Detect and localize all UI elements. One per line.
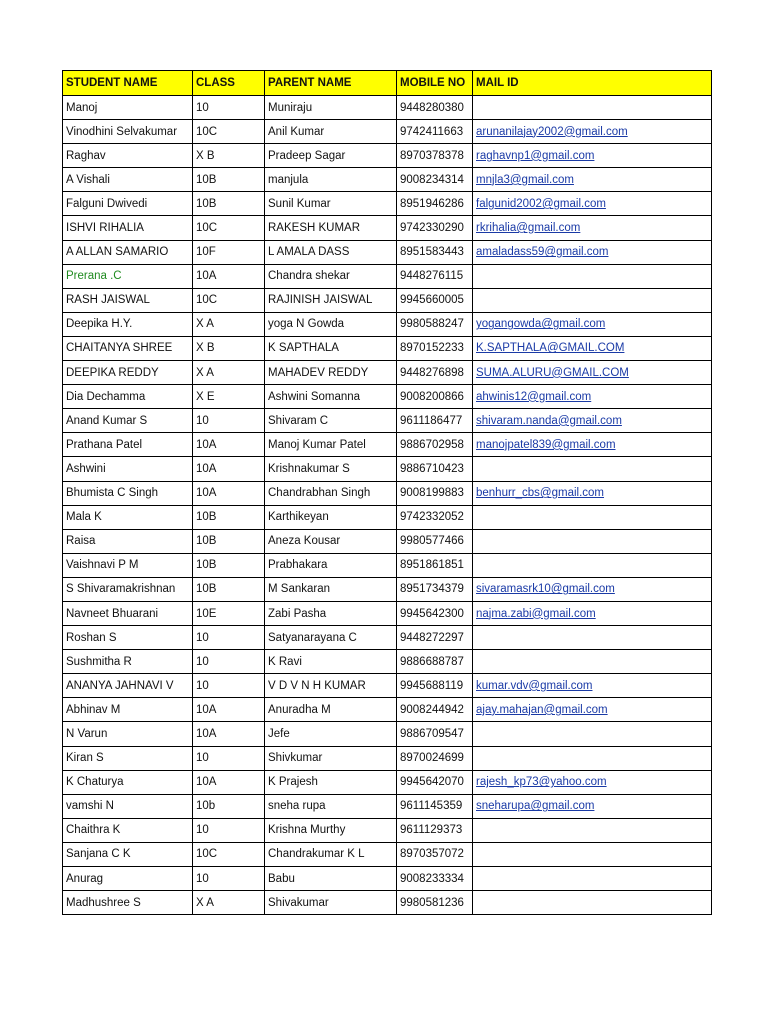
table-row [63, 505, 712, 529]
parent-name-cell: Shivkumar [265, 746, 397, 770]
class-cell: 10b [193, 794, 265, 818]
table-row [63, 264, 712, 288]
table-row [63, 168, 712, 192]
student-name-cell: Bhumista C Singh [63, 481, 193, 505]
class-cell: 10B [193, 553, 265, 577]
student-name-cell: Kiran S [63, 746, 193, 770]
mobile-no-cell: 9611186477 [397, 409, 473, 433]
student-name-cell: Raisa [63, 529, 193, 553]
table-row [63, 842, 712, 866]
class-cell: 10B [193, 577, 265, 601]
mail-id-cell [473, 867, 712, 891]
table-row [63, 312, 712, 336]
class-cell: X B [193, 144, 265, 168]
header-student-name: STUDENT NAME [63, 71, 193, 96]
table-row [63, 794, 712, 818]
class-cell: 10 [193, 818, 265, 842]
class-cell: 10B [193, 505, 265, 529]
table-row [63, 698, 712, 722]
student-name-cell: K Chaturya [63, 770, 193, 794]
table-body [63, 71, 712, 915]
mail-id-cell [473, 674, 712, 698]
mail-id-cell [473, 891, 712, 915]
mobile-no-cell: 9448276115 [397, 264, 473, 288]
class-cell: 10A [193, 457, 265, 481]
table-row [63, 770, 712, 794]
mobile-no-cell: 9945688119 [397, 674, 473, 698]
mail-id-cell [473, 722, 712, 746]
mobile-no-cell: 9886688787 [397, 650, 473, 674]
mobile-no-cell: 9886702958 [397, 433, 473, 457]
class-cell: 10 [193, 650, 265, 674]
class-cell: 10C [193, 842, 265, 866]
parent-name-cell: MAHADEV REDDY [265, 361, 397, 385]
mail-id-cell [473, 120, 712, 144]
mobile-no-cell: 8951583443 [397, 240, 473, 264]
table-row [63, 216, 712, 240]
parent-name-cell: Sunil Kumar [265, 192, 397, 216]
class-cell: 10B [193, 192, 265, 216]
student-name-cell: Prerana .C [63, 264, 193, 288]
parent-name-cell: RAJINISH JAISWAL [265, 288, 397, 312]
student-name-cell: CHAITANYA SHREE [63, 336, 193, 360]
mail-id-cell [473, 288, 712, 312]
student-name-cell: Roshan S [63, 626, 193, 650]
class-cell: 10A [193, 722, 265, 746]
parent-name-cell: Shivaram C [265, 409, 397, 433]
parent-name-cell: Chandrabhan Singh [265, 481, 397, 505]
mobile-no-cell: 8970357072 [397, 842, 473, 866]
mobile-no-cell: 8951861851 [397, 553, 473, 577]
table-row [63, 192, 712, 216]
student-name-cell: A Vishali [63, 168, 193, 192]
email-link[interactable]: arunanilajay2002@gmail.com [476, 125, 628, 138]
table-row [63, 553, 712, 577]
parent-name-cell: sneha rupa [265, 794, 397, 818]
mail-id-cell [473, 794, 712, 818]
class-cell: 10A [193, 698, 265, 722]
class-cell: 10A [193, 770, 265, 794]
parent-name-cell: Zabi Pasha [265, 601, 397, 625]
table-row [63, 240, 712, 264]
mail-id-cell [473, 240, 712, 264]
mail-id-cell [473, 216, 712, 240]
student-name-cell: vamshi N [63, 794, 193, 818]
email-link[interactable]: SUMA.ALURU@GMAIL.COM [476, 366, 629, 379]
student-contact-table [62, 70, 712, 915]
class-cell: 10 [193, 867, 265, 891]
email-link[interactable]: rajesh_kp73@yahoo.com [476, 776, 607, 789]
parent-name-cell: Anuradha M [265, 698, 397, 722]
class-cell: 10 [193, 96, 265, 120]
student-name-cell: Navneet Bhuarani [63, 601, 193, 625]
parent-name-cell: Chandra shekar [265, 264, 397, 288]
header-class: CLASS [193, 71, 265, 96]
table-row [63, 457, 712, 481]
class-cell: X A [193, 891, 265, 915]
parent-name-cell: L AMALA DASS [265, 240, 397, 264]
mobile-no-cell: 9742411663 [397, 120, 473, 144]
mail-id-cell [473, 361, 712, 385]
parent-name-cell: Muniraju [265, 96, 397, 120]
student-name-cell: Sanjana C K [63, 842, 193, 866]
mail-id-cell [473, 505, 712, 529]
class-cell: X E [193, 385, 265, 409]
table-row [63, 674, 712, 698]
mail-id-cell [473, 336, 712, 360]
parent-name-cell: Babu [265, 867, 397, 891]
header-parent-name: PARENT NAME [265, 71, 397, 96]
header-mail-id: MAIL ID [473, 71, 712, 96]
mobile-no-cell: 9980577466 [397, 529, 473, 553]
student-name-cell: Raghav [63, 144, 193, 168]
mobile-no-cell: 9008233334 [397, 867, 473, 891]
parent-name-cell: Aneza Kousar [265, 529, 397, 553]
table-row [63, 336, 712, 360]
email-link[interactable]: amaladass59@gmail.com [476, 246, 609, 259]
table-row [63, 385, 712, 409]
mobile-no-cell: 8951734379 [397, 577, 473, 601]
mail-id-cell [473, 770, 712, 794]
mobile-no-cell: 9886709547 [397, 722, 473, 746]
mail-id-cell [473, 409, 712, 433]
parent-name-cell: Jefe [265, 722, 397, 746]
student-name-cell: ANANYA JAHNAVI V [63, 674, 193, 698]
class-cell: 10 [193, 746, 265, 770]
student-name-cell: Abhinav M [63, 698, 193, 722]
class-cell: 10 [193, 626, 265, 650]
student-name-cell: Sushmitha R [63, 650, 193, 674]
student-name-cell: Manoj [63, 96, 193, 120]
header-row [63, 71, 712, 96]
parent-name-cell: Satyanarayana C [265, 626, 397, 650]
mail-id-cell [473, 312, 712, 336]
parent-name-cell: K SAPTHALA [265, 336, 397, 360]
mail-id-cell [473, 698, 712, 722]
class-cell: 10B [193, 168, 265, 192]
parent-name-cell: K Ravi [265, 650, 397, 674]
class-cell: X A [193, 361, 265, 385]
mail-id-cell [473, 626, 712, 650]
table-row [63, 361, 712, 385]
mobile-no-cell: 9448280380 [397, 96, 473, 120]
mail-id-cell [473, 577, 712, 601]
student-name-cell: RASH JAISWAL [63, 288, 193, 312]
mail-id-cell [473, 529, 712, 553]
class-cell: 10 [193, 409, 265, 433]
table-row [63, 144, 712, 168]
mobile-no-cell: 8970152233 [397, 336, 473, 360]
table-row [63, 481, 712, 505]
student-name-cell: Dia Dechamma [63, 385, 193, 409]
mail-id-cell [473, 433, 712, 457]
student-name-cell: Deepika H.Y. [63, 312, 193, 336]
parent-name-cell: Pradeep Sagar [265, 144, 397, 168]
table-row [63, 891, 712, 915]
table-row [63, 120, 712, 144]
mail-id-cell [473, 746, 712, 770]
mobile-no-cell: 9742330290 [397, 216, 473, 240]
table-row [63, 650, 712, 674]
table-row [63, 409, 712, 433]
parent-name-cell: manjula [265, 168, 397, 192]
mobile-no-cell: 9886710423 [397, 457, 473, 481]
parent-name-cell: Manoj Kumar Patel [265, 433, 397, 457]
table-row [63, 577, 712, 601]
table-row [63, 601, 712, 625]
student-name-cell: Vaishnavi P M [63, 553, 193, 577]
mobile-no-cell: 9945660005 [397, 288, 473, 312]
student-name-cell: Madhushree S [63, 891, 193, 915]
mobile-no-cell: 9448276898 [397, 361, 473, 385]
parent-name-cell: Prabhakara [265, 553, 397, 577]
email-link[interactable]: mnjla3@gmail.com [476, 173, 574, 186]
mail-id-cell [473, 842, 712, 866]
table-row [63, 818, 712, 842]
mail-id-cell [473, 481, 712, 505]
class-cell: 10A [193, 264, 265, 288]
mail-id-cell [473, 553, 712, 577]
mail-id-cell [473, 192, 712, 216]
mobile-no-cell: 8951946286 [397, 192, 473, 216]
mail-id-cell [473, 385, 712, 409]
mail-id-cell [473, 457, 712, 481]
table-row [63, 746, 712, 770]
mobile-no-cell: 9611145359 [397, 794, 473, 818]
mobile-no-cell: 9448272297 [397, 626, 473, 650]
email-link[interactable]: kumar.vdv@gmail.com [476, 679, 593, 692]
mail-id-cell [473, 650, 712, 674]
table-row [63, 722, 712, 746]
class-cell: 10F [193, 240, 265, 264]
parent-name-cell: Shivakumar [265, 891, 397, 915]
mail-id-cell [473, 144, 712, 168]
table-row [63, 433, 712, 457]
mobile-no-cell: 9008244942 [397, 698, 473, 722]
student-name-cell: S Shivaramakrishnan [63, 577, 193, 601]
class-cell: 10C [193, 216, 265, 240]
parent-name-cell: Krishnakumar S [265, 457, 397, 481]
student-name-cell: Mala K [63, 505, 193, 529]
student-name-cell: Anand Kumar S [63, 409, 193, 433]
email-link[interactable]: shivaram.nanda@gmail.com [476, 414, 622, 427]
table-row [63, 96, 712, 120]
mobile-no-cell: 9980588247 [397, 312, 473, 336]
parent-name-cell: V D V N H KUMAR [265, 674, 397, 698]
email-link[interactable]: benhurr_cbs@gmail.com [476, 487, 605, 500]
email-link[interactable]: sneharupa@gmail.com [476, 800, 595, 813]
parent-name-cell: yoga N Gowda [265, 312, 397, 336]
mobile-no-cell: 9008199883 [397, 481, 473, 505]
mobile-no-cell: 9980581236 [397, 891, 473, 915]
student-name-cell: Anurag [63, 867, 193, 891]
class-cell: 10C [193, 288, 265, 312]
mail-id-cell [473, 601, 712, 625]
table-row [63, 626, 712, 650]
parent-name-cell: Anil Kumar [265, 120, 397, 144]
table-row [63, 529, 712, 553]
mobile-no-cell: 9008234314 [397, 168, 473, 192]
student-name-cell: Ashwini [63, 457, 193, 481]
mobile-no-cell: 9008200866 [397, 385, 473, 409]
email-link[interactable]: manojpatel839@gmail.com [476, 438, 616, 451]
parent-name-cell: Krishna Murthy [265, 818, 397, 842]
student-name-cell: Chaithra K [63, 818, 193, 842]
mobile-no-cell: 8970378378 [397, 144, 473, 168]
class-cell: 10C [193, 120, 265, 144]
class-cell: X A [193, 312, 265, 336]
class-cell: 10B [193, 529, 265, 553]
parent-name-cell: K Prajesh [265, 770, 397, 794]
student-name-cell: Prathana Patel [63, 433, 193, 457]
table-row [63, 867, 712, 891]
parent-name-cell: Ashwini Somanna [265, 385, 397, 409]
parent-name-cell: Chandrakumar K L [265, 842, 397, 866]
mobile-no-cell: 9945642070 [397, 770, 473, 794]
student-name-cell: N Varun [63, 722, 193, 746]
mail-id-cell [473, 818, 712, 842]
mail-id-cell [473, 96, 712, 120]
header-mobile-no: MOBILE NO [397, 71, 473, 96]
parent-name-cell: M Sankaran [265, 577, 397, 601]
email-link[interactable]: yogangowda@gmail.com [476, 318, 606, 331]
parent-name-cell: RAKESH KUMAR [265, 216, 397, 240]
mail-id-cell [473, 168, 712, 192]
parent-name-cell: Karthikeyan [265, 505, 397, 529]
email-link[interactable]: sivaramasrk10@gmail.com [476, 583, 615, 596]
mobile-no-cell: 9611129373 [397, 818, 473, 842]
student-name-cell: Vinodhini Selvakumar [63, 120, 193, 144]
class-cell: X B [193, 336, 265, 360]
email-link[interactable]: K.SAPTHALA@GMAIL.COM [476, 342, 625, 355]
email-link[interactable]: ahwinis12@gmail.com [476, 390, 592, 403]
email-link[interactable]: najma.zabi@gmail.com [476, 607, 596, 620]
mobile-no-cell: 9945642300 [397, 601, 473, 625]
table-row [63, 288, 712, 312]
class-cell: 10E [193, 601, 265, 625]
student-name-cell: A ALLAN SAMARIO [63, 240, 193, 264]
student-name-cell: DEEPIKA REDDY [63, 361, 193, 385]
email-link[interactable]: falgunid2002@gmail.com [476, 197, 606, 210]
email-link[interactable]: ajay.mahajan@gmail.com [476, 703, 608, 716]
student-name-cell: ISHVI RIHALIA [63, 216, 193, 240]
class-cell: 10 [193, 674, 265, 698]
class-cell: 10A [193, 433, 265, 457]
student-name-cell: Falguni Dwivedi [63, 192, 193, 216]
mobile-no-cell: 8970024699 [397, 746, 473, 770]
class-cell: 10A [193, 481, 265, 505]
email-link[interactable]: raghavnp1@gmail.com [476, 149, 595, 162]
mail-id-cell [473, 264, 712, 288]
email-link[interactable]: rkrihalia@gmail.com [476, 222, 581, 235]
mobile-no-cell: 9742332052 [397, 505, 473, 529]
